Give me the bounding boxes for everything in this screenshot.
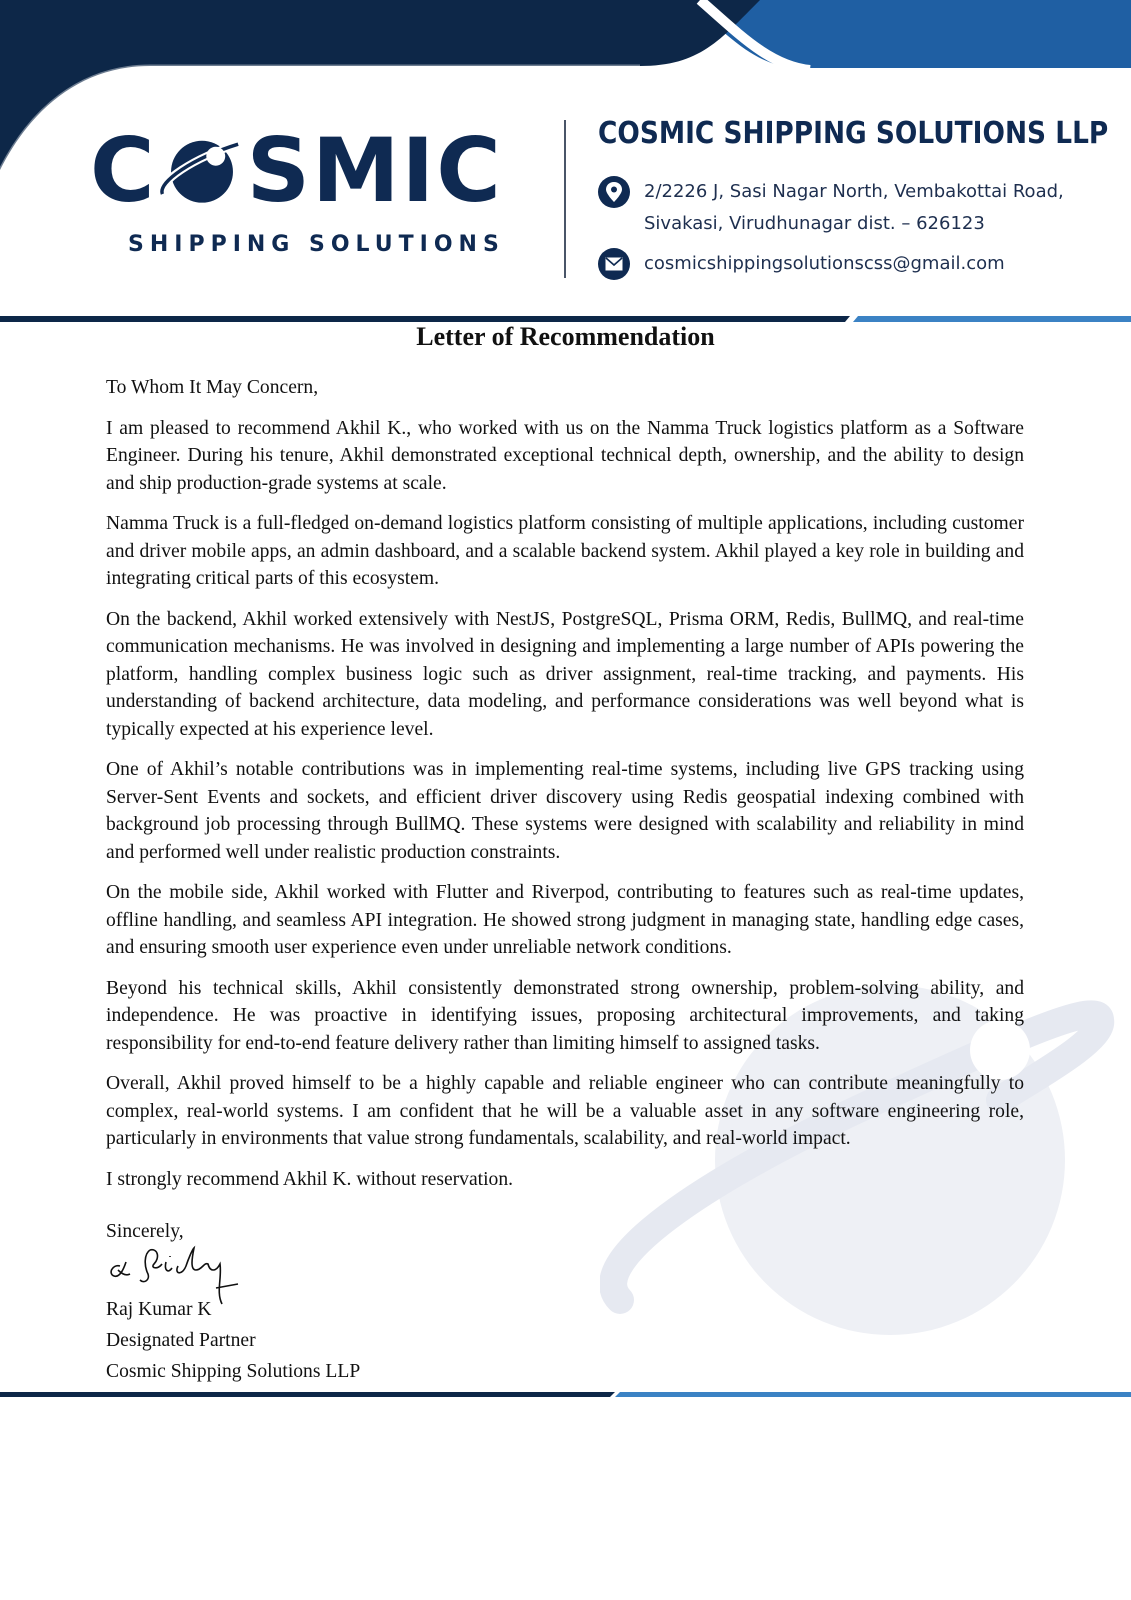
company-logo — [90, 120, 520, 270]
signoff-block — [106, 1294, 360, 1387]
paragraph: I strongly recommend Akhil K. without reservation. — [106, 1168, 514, 1190]
address-line-2: Sivakasi, Virudhunagar dist. – 626123 — [644, 213, 985, 234]
paragraph: On the mobile side, Akhil worked with Flutter and Riverpod, contributing to features such as real-time updates, offline handling, and seamless API integration. He showed strong judgment in managing state, handling edge cases, and ensuring smooth user experience even under unreliable network conditions. — [106, 882, 1024, 958]
logo-wordmark — [90, 120, 503, 220]
address-row — [598, 176, 1064, 240]
location-pin-icon — [598, 176, 630, 208]
signer-company: Cosmic Shipping Solutions LLP — [106, 1361, 361, 1382]
letter-title: Letter of Recommendation — [416, 322, 715, 351]
planet-logo-icon — [159, 127, 245, 213]
logo-letter-c: C — [90, 118, 157, 222]
footer-rule — [0, 1392, 1131, 1398]
paragraph: One of Akhil’s notable contributions was in implementing real-time systems, including live GPS tracking using Server-Sent Events and sockets, and efficient driver discovery using Redis geospatial indexing combined with background job processing through BullMQ. These systems were designed with scalability and reliability in mind and performed well under realistic production constraints. — [106, 759, 1024, 863]
address-text — [644, 176, 1064, 240]
mail-icon — [598, 248, 630, 280]
paragraph: On the backend, Akhil worked extensively with NestJS, PostgreSQL, Prisma ORM, Redis, BullMQ, and real-time communication mechanisms. He was involved in designing and implementing a large number of APIs powering the platform, handling complex business logic such as driver assignment, real-time tracking, and payments. His understanding of backend architecture, data modeling, and performance considerations was well beyond what is typically expected at his experience level. — [106, 608, 1024, 740]
address-line-1: 2/2226 J, Sasi Nagar North, Vembakottai Road, — [644, 181, 1064, 202]
paragraph: Beyond his technical skills, Akhil consistently demonstrated strong ownership, problem-solving ability, and independence. He was proactive in identifying issues, proposing architectural improvements, and taking responsibility for end-to-end feature delivery rather than limiting himself to assigned tasks. — [106, 977, 1024, 1054]
closing: Sincerely, — [106, 1221, 184, 1242]
email-row — [598, 248, 1005, 280]
email-text: cosmicshippingsolutionscss@gmail.com — [644, 253, 1005, 274]
letter-body — [106, 374, 1024, 1206]
logo-subtitle: SHIPPING SOLUTIONS — [128, 232, 505, 257]
signer-title: Designated Partner — [106, 1330, 256, 1351]
paragraph: Overall, Akhil proved himself to be a highly capable and reliable engineer who can contribute meaningfully to complex, real-world systems. I am confident that he will be a valuable asset in any software engineering role, particularly in environments that value strong fundamentals, scalability, and real-world impact. — [106, 1073, 1024, 1149]
paragraph: I am pleased to recommend Akhil K., who worked with us on the Namma Truck logistics platform as a Software Engineer. During his tenure, Akhil demonstrated exceptional technical depth, ownership, and the ability to design and ship production-grade systems at scale. — [106, 417, 1024, 494]
salutation: To Whom It May Concern, — [106, 377, 319, 398]
paragraph: Namma Truck is a full-fledged on-demand logistics platform consisting of multiple applications, including customer and driver mobile apps, an admin dashboard, and a scalable backend system. Akhil played a key role in building and integrating critical parts of this ecosystem. — [106, 513, 1024, 589]
company-name: COSMIC SHIPPING SOLUTIONS LLP — [598, 116, 1109, 151]
signer-name: Raj Kumar K — [106, 1299, 212, 1320]
header-divider — [564, 120, 566, 278]
logo-letters-smic: SMIC — [246, 118, 503, 222]
